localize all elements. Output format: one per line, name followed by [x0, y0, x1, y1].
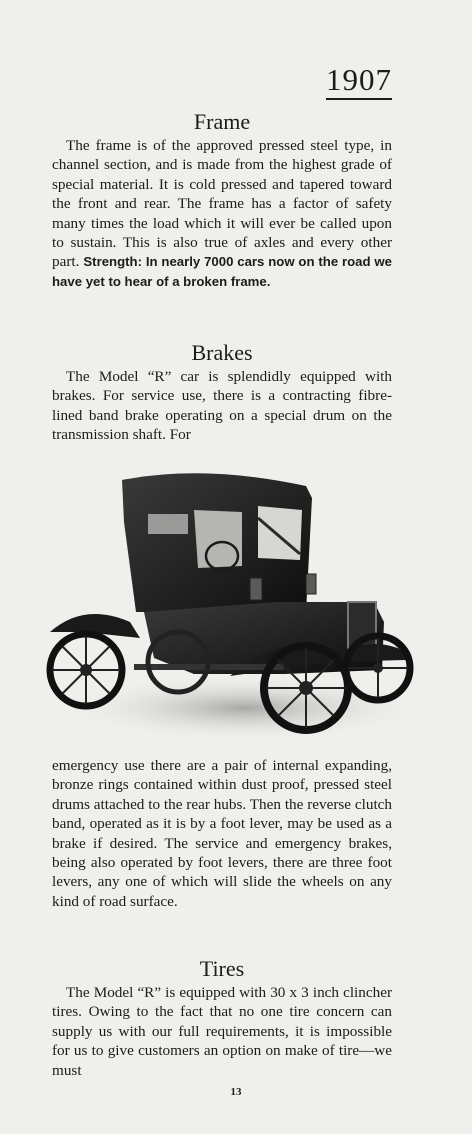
tires-paragraph: The Model “R” is equipped with 30 x 3 inch clincher tires. Owing to the fact that no one tire concern can supply us with our full requirements, it is impossible for us to give customers an option on make of tire—we must — [52, 984, 392, 1079]
page-number: 13 — [230, 1086, 242, 1098]
brakes-paragraph-continued: emergency use there are a pair of internal expanding, bronze rings contained within dust proof, pressed steel drums attached to the rear hubs. Then the reverse clutch band, operated as it is by a foot lever, may be used as a brake if desired. The service and emergency brakes, being also operated by foot levers, there are three foot levers, any one of which will slide the wheels on any kind of road surface. — [52, 757, 392, 910]
brakes-heading: Brakes — [191, 340, 253, 365]
car-illustration — [44, 462, 422, 750]
year-heading: 1907 — [326, 62, 392, 100]
frame-heading: Frame — [193, 109, 251, 134]
frame-paragraph — [52, 136, 392, 291]
front-right-wheel — [346, 636, 410, 700]
front-left-wheel — [264, 646, 348, 730]
frame-bold-text: Strength: In nearly 7000 cars now on the road we have yet to hear of a broken frame. — [52, 254, 392, 289]
frame-text: The frame is of the approved pressed steel type, in channel section, and is made from the highest grade of special material. It is cold pressed and tapered toward the front and rear. The frame has a factor of safety many times the load which it will ever be called upon to sustain. This is also true of axles and every other part. — [52, 137, 392, 271]
rear-wheel — [50, 634, 122, 706]
tires-heading: Tires — [199, 956, 245, 981]
brakes-paragraph-start: The Model “R” car is splendidly equipped with brakes. For service use, there is a contracting fibre-lined band brake operating on a special drum on the transmission shaft. For — [52, 368, 392, 444]
